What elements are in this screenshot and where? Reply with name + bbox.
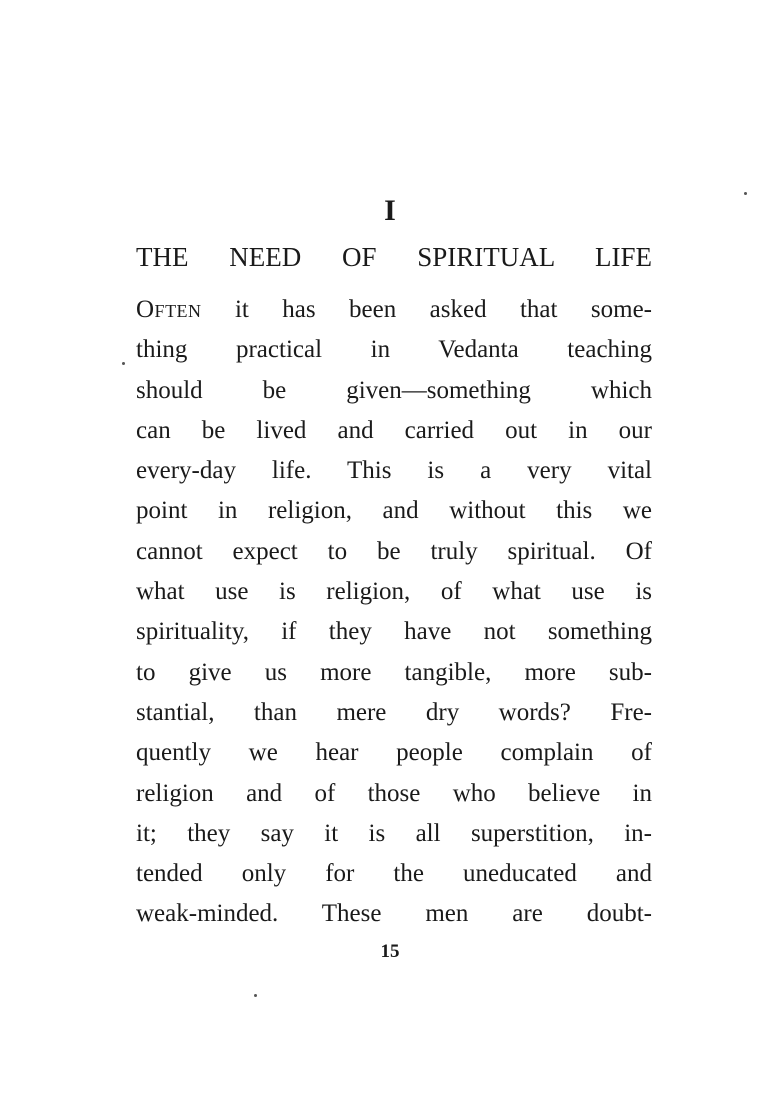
text-line: spirituality, if they have not something xyxy=(136,618,652,646)
chapter-title: THE NEED OF SPIRITUAL LIFE xyxy=(136,242,652,272)
text-line: can be lived and carried out in our xyxy=(136,416,652,444)
page-number: 15 xyxy=(380,941,400,962)
text-line: stantial, than mere dry words? Fre- xyxy=(136,698,652,726)
text-line: cannot expect to be truly spiritual. Of xyxy=(136,537,652,565)
scan-speck xyxy=(122,362,125,365)
text-line xyxy=(136,290,652,330)
chapter-number: I xyxy=(384,194,396,227)
scan-speck xyxy=(254,994,257,997)
text-line: every-day life. This is a very vital xyxy=(136,457,652,485)
text-line: weak-minded. These men are doubt- xyxy=(136,900,652,928)
text-line: it; they say it is all superstition, in- xyxy=(136,819,652,847)
scan-speck xyxy=(744,192,747,195)
text-line: thing practical in Vedanta teaching xyxy=(136,336,652,364)
text-line-rest: it has been asked that some- xyxy=(201,296,652,323)
body-paragraph xyxy=(136,290,652,935)
text-line: to give us more tangible, more sub- xyxy=(136,658,652,686)
text-line: what use is religion, of what use is xyxy=(136,578,652,606)
text-line: tended only for the uneducated and xyxy=(136,860,652,888)
text-line: point in religion, and without this we xyxy=(136,497,652,525)
drop-word: Often xyxy=(136,296,202,323)
text-line: religion and of those who believe in xyxy=(136,779,652,807)
text-line: should be given—something which xyxy=(136,376,652,404)
text-line: quently we hear people complain of xyxy=(136,739,652,767)
